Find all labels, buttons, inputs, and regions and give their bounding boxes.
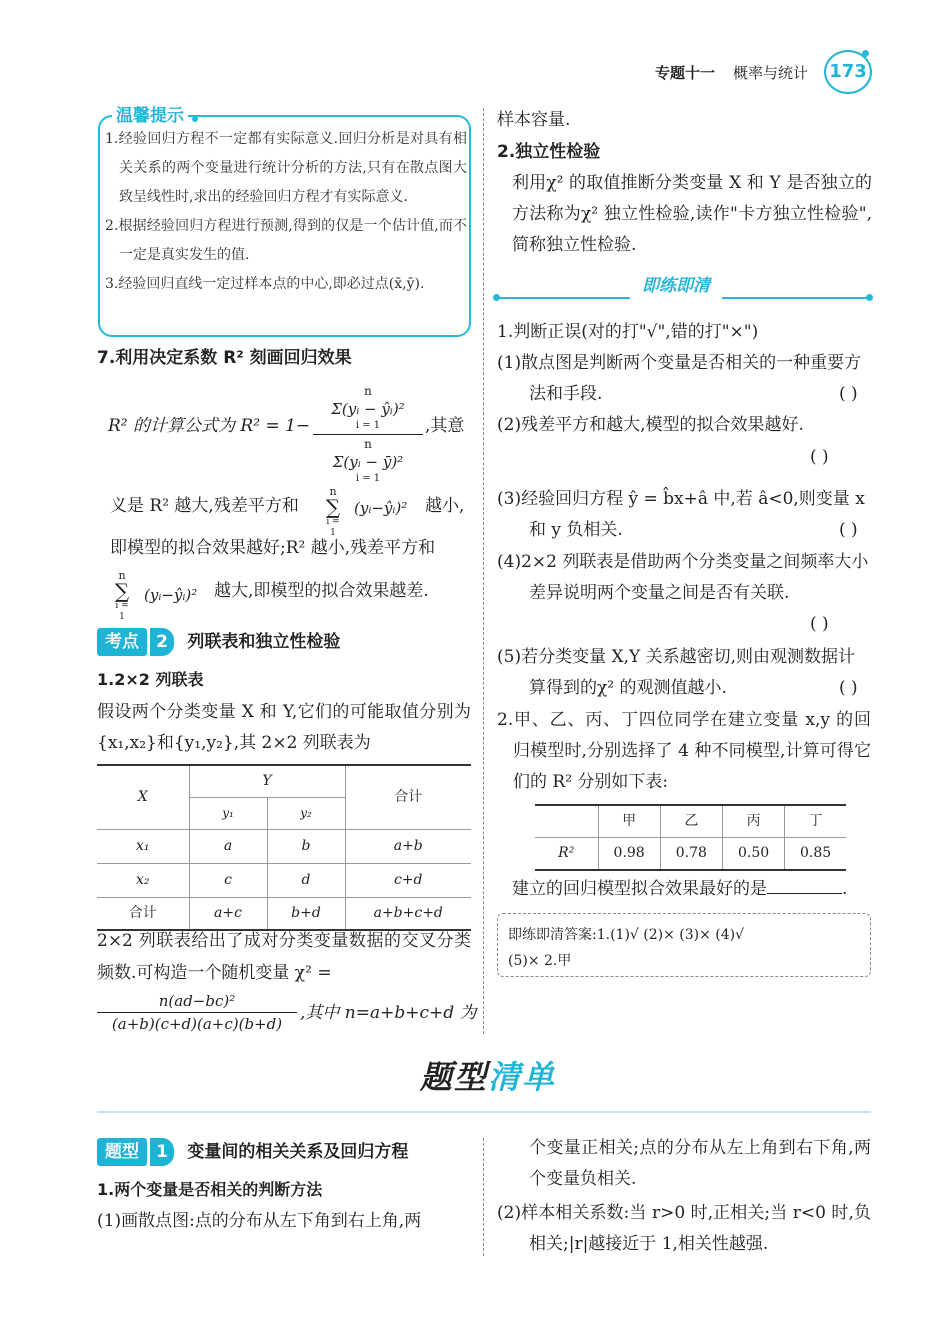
point2-title: 列联表和独立性检验 — [187, 632, 341, 652]
r2-table-header: 甲 — [598, 805, 660, 838]
type1-title: 变量间的相关关系及回归方程 — [187, 1142, 409, 1162]
table-cell: x₂ — [97, 864, 189, 898]
type1-p1: (1)画散点图:点的分布从左下角到右上角,两 — [97, 1211, 422, 1231]
table-header: Y — [189, 765, 345, 798]
sum-symbol: n ∑ i = 1 — [114, 569, 130, 622]
right-cont: 样本容量. — [497, 110, 571, 130]
chi-tail: ,其中 n=a+b+c+d 为 — [300, 1003, 477, 1023]
r2-denominator: Σ(yᵢ − ȳ)² — [332, 453, 404, 471]
answer-paren[interactable]: ( ) — [810, 447, 829, 467]
table-cell: c — [189, 864, 267, 898]
answer-box — [497, 913, 871, 977]
judge-item: (4)2×2 列联表是借助两个分类变量之间频率大小差异说明两个变量之间是否有关联. — [497, 552, 869, 603]
r2-fraction — [313, 385, 423, 484]
page-dot-icon — [862, 50, 869, 57]
answer-blank[interactable] — [767, 876, 842, 894]
type1-badge-group — [97, 1137, 408, 1168]
judge-item: (5)若分类变量 X,Y 关系越密切,则由观测数据计算得到的χ² 的观测值越小. ( ) — [497, 647, 858, 698]
chi-fraction — [97, 990, 297, 1035]
r2-table — [535, 804, 846, 871]
page-number: 173 — [824, 50, 872, 94]
type1-sub: 1.两个变量是否相关的判断方法 — [97, 1180, 323, 1199]
section-title-line — [97, 1111, 871, 1113]
r2-line2-b: 越小, — [425, 496, 465, 516]
r2-line2-a: 义是 R² 越大,残差平方和 — [110, 496, 299, 516]
chi-denominator: (a+b)(c+d)(a+c)(b+d) — [111, 1015, 283, 1033]
sum-top: n — [364, 437, 372, 451]
tip-item: 1.经验回归方程不一定都有实际意义.回归分析是对具有相关关系的两个变量进行统计分析的方法,只有在散点图大致呈线性时,求出的经验回归方程才有实际意义. — [105, 131, 467, 205]
practice-label: 即练即清 — [630, 271, 722, 302]
table-cell: 合计 — [97, 898, 189, 931]
r2-table-header: 丙 — [722, 805, 784, 838]
type-badge: 题型 — [97, 1138, 147, 1166]
question-2: 2.甲、乙、丙、丁四位同学在建立变量 x,y 的回归模型时,分别选择了 4 种不同模型,计算可得它们的 R² 分别如下表: — [497, 710, 871, 792]
table-header: y₂ — [267, 798, 345, 830]
point-badge: 考点 — [97, 628, 147, 656]
question-1: 1.判断正误(对的打"√",错的打"×") — [497, 322, 759, 342]
question-2-tail: 建立的回归模型拟合效果最好的是 . — [512, 874, 847, 905]
tip-item: 3.经验回归直线一定过样本点的中心,即必过点(x̄,ȳ). — [105, 276, 425, 292]
point2-para2: 2×2 列联表给出了成对分类变量数据的交叉分类频数.可构造一个随机变量 χ² = — [97, 931, 471, 983]
judge-item: (1)散点图是判断两个变量是否相关的一种重要方法和手段. ( ) — [497, 353, 862, 404]
r2-table-cell: R² — [535, 838, 598, 871]
table-cell: b+d — [267, 898, 345, 931]
judge-item: (3)经验回归方程 ŷ = b̂x+â 中,若 â<0,则变量 x 和 y 负相关. ( ) — [497, 489, 865, 540]
r2-numerator: Σ(yᵢ − ŷᵢ)² — [331, 400, 405, 418]
answer-paren[interactable]: ( ) — [810, 614, 829, 634]
r2-heading: 7.利用决定系数 R² 刻画回归效果 — [97, 348, 352, 368]
answer-line: (5)× 2.甲 — [508, 953, 572, 969]
tip-item: 2.根据经验回归方程进行预测,得到的仅是一个估计值,而不一定是真实发生的值. — [105, 218, 467, 263]
independence-para: 利用χ² 的取值推断分类变量 X 和 Y 是否独立的方法称为χ² 独立性检验,读作"卡方独立性检验",简称独立性检验. — [512, 173, 872, 255]
sum-symbol: n ∑ i = 1 — [325, 485, 341, 538]
r2-table-cell: 0.98 — [598, 838, 660, 871]
r2-line2-expr: (yᵢ−ŷᵢ)² — [354, 499, 408, 517]
chi-numerator: n(ad−bc)² — [158, 992, 236, 1010]
r2-table-header — [535, 805, 598, 838]
tip-body — [105, 125, 467, 299]
bar-dot-icon — [493, 294, 500, 301]
r2-formula-lead: R² 的计算公式为 R² = 1− — [108, 416, 311, 436]
r2-table-cell: 0.50 — [722, 838, 784, 871]
r2-formula-tail: ,其意 — [425, 416, 465, 436]
r2-line3: 即模型的拟合效果越好;R² 越小,残差平方和 — [110, 538, 436, 558]
answer-line: 即练即清答案:1.(1)√ (2)× (3)× (4)√ — [508, 927, 745, 943]
table-cell: c+d — [345, 864, 471, 898]
sum-top: n — [364, 384, 372, 398]
table-cell: a — [189, 830, 267, 864]
point2-badge-group — [97, 627, 340, 658]
table-header: X — [97, 765, 189, 830]
sum-bottom: i = 1 — [355, 473, 381, 484]
table-cell: x₁ — [97, 830, 189, 864]
r2-line4-expr: (yᵢ−ŷᵢ)² — [144, 586, 198, 604]
independence-heading: 2.独立性检验 — [497, 142, 601, 162]
tip-title: 温馨提示 — [112, 101, 188, 132]
judge-item: (2)残差平方和越大,模型的拟合效果越好. — [497, 415, 804, 435]
table-header: 合计 — [345, 765, 471, 830]
table-cell: a+c — [189, 898, 267, 931]
table-header: y₁ — [189, 798, 267, 830]
chapter-title: 概率与统计 — [733, 64, 809, 82]
r2-table-cell: 0.85 — [785, 838, 846, 871]
table-cell: a+b+c+d — [345, 898, 471, 931]
table-cell: b — [267, 830, 345, 864]
column-divider — [483, 1138, 484, 1256]
contingency-table — [97, 764, 471, 931]
r2-table-cell: 0.78 — [660, 838, 722, 871]
r2-line4-b: 越大,即模型的拟合效果越差. — [214, 581, 429, 601]
type1-p1-cont: 个变量正相关;点的分布从左上角到右下角,两个变量负相关. — [529, 1138, 871, 1189]
bar-dot-icon — [866, 294, 873, 301]
table-cell: d — [267, 864, 345, 898]
table-cell: a+b — [345, 830, 471, 864]
chapter-label: 专题十一 — [655, 64, 716, 82]
type-number: 1 — [150, 1138, 174, 1166]
point2-para1: 假设两个分类变量 X 和 Y,它们的可能取值分别为{x₁,x₂}和{y₁,y₂},其 2×2 列联表为 — [97, 702, 471, 753]
r2-table-header: 乙 — [660, 805, 722, 838]
point2-sub1: 1.2×2 列联表 — [97, 670, 204, 689]
tip-dot-icon — [192, 116, 198, 122]
r2-table-header: 丁 — [785, 805, 846, 838]
type1-p2: (2)样本相关系数:当 r>0 时,正相关;当 r<0 时,负相关;|r|越接近于 1,相关性越强. — [497, 1203, 871, 1254]
section-title: 题型清单 — [420, 1058, 557, 1096]
point-number: 2 — [150, 628, 174, 656]
sum-bottom: i = 1 — [355, 420, 381, 431]
column-divider — [483, 108, 484, 1034]
